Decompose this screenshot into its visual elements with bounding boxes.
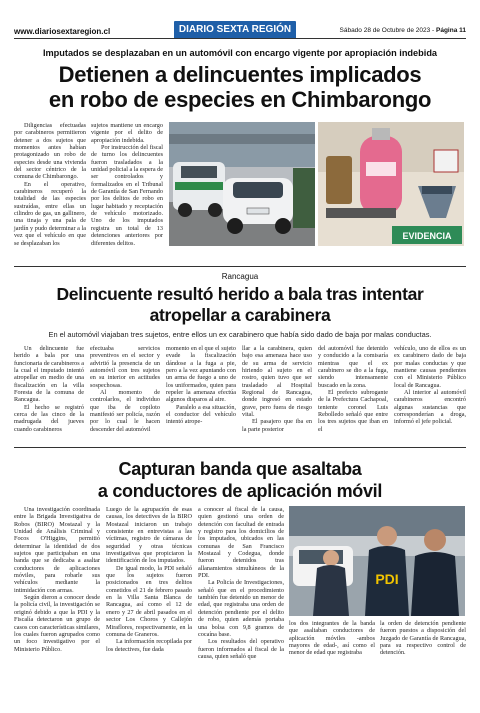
article2-headline-line2: atropellar a carabinera: [149, 305, 331, 325]
article2-col6: [394, 345, 466, 426]
article3-para9: los dos integrantes de la banda que asaltaban conductores de aplicación móviles -ambos mayores de edad-, así como el menor de edad que registraba: [289, 620, 375, 657]
article1-para2: En el operativo, carabineros recuperó la totalidad de las especies sustraídas, entre ellas un cilindro de gas, un gallinero, una tinaja y una pala de jardín y pudo determinar a la vez que el vehículo en que se desplazaban los: [14, 180, 86, 247]
article3-col4: [289, 620, 375, 657]
article3-headline-line1: Capturan banda que asaltaba: [118, 459, 362, 479]
article3-para5: La información recopilada por los detectives, fue dada: [106, 638, 192, 653]
page-number: Página 11: [436, 27, 466, 34]
article2-col5: [318, 345, 388, 433]
article2-para12: Al interior al automóvil carabineros encontró algunas sustancias que corresponderían a droga, informó el jefe policial.: [394, 389, 466, 426]
article2-deck: En el automóvil viajaban tres sujetos, entre ellos un ex carabinero que había sido dado de baja por malas conductas.: [48, 330, 432, 339]
evidence-illustration: [318, 122, 464, 246]
article2-divider: [14, 447, 466, 448]
article2-para6: Paralelo a esa situación, el conductor del vehículo intentó atrope-: [166, 403, 236, 426]
evidence-label: EVIDENCIA: [402, 231, 452, 241]
pdi-officers-illustration: [289, 506, 465, 616]
issue-date: [340, 27, 467, 34]
article3-headline-line2: a conductores de aplicación móvil: [97, 481, 383, 501]
article2-para8: El pasajero que iba en la parte posterior: [242, 418, 312, 433]
article2-col3: [166, 345, 236, 426]
article3-col5: [380, 620, 466, 657]
article2-col1: [14, 345, 84, 433]
article3-para8: Los resultados del operativo fueron informados al fiscal de la causa, quien señaló que: [198, 638, 284, 660]
article2-col2: [90, 345, 160, 433]
article3-para2: Según dieron a conocer desde la policía civil, la investigación se originó debido a que la PDI y la Fiscalía detectaron un grupo de casos con características similares, los cuales fueron agrupados como un foco investigativo por el Ministerio Público.: [14, 594, 100, 653]
article1-para4: Por instrucción del fiscal de turno los delincuentes fueron trasladados a la unidad policial a la espera de ser controlados y formalizados en el Tribunal de Garantía de San Fernando por los delitos de robo en lugar habitado y receptación de vehículo motorizado. Uno de los imputados registra un total de 13 detenciones anteriores por diferentes delitos.: [91, 144, 163, 247]
article2-para11: vehículo, uno de ellos es un ex carabinero dado de baja por malas conductas y que mantiene causas pendientes con el Ministerio Público local de Rancagua.: [394, 345, 466, 389]
article1-headline: [14, 62, 466, 112]
article1-divider: [14, 266, 466, 267]
article1-para1: Diligencias efectuadas por carabineros permitieron detener a dos sujetos que momentos antes habían protagonizado un robo de especies desde una vivienda del sector céntrico de la comuna de Chimbarongo.: [14, 122, 86, 181]
article3-para6: a conocer al fiscal de la causa, quien gestionó una orden de detención con facultad de entrada y registro para los domicilios de los imputados, ubicados en las comunas de San Francisco Mostazal y Codegua, donde fueron detenidos tras allanamientos simultáneos de la PDI.: [198, 506, 284, 580]
site-url[interactable]: www.diariosextaregion.cl: [14, 27, 111, 36]
article3-para7: La Policía de Investigaciones, señaló que en el procedimiento también fue detenido un menor de edad, que registraba una orden de detención pendiente por el delito de robo, quien además portaba una bolsa con 9,8 gramos de cocaína base.: [198, 579, 284, 638]
article1-para3: sujetos mantiene un encargo vigente por el delito de apropiación indebida.: [91, 122, 163, 144]
article3-col3: [198, 506, 284, 660]
article2-para5: momento en el que el sujeto evade la fiscalización dándose a la fuga a pie, pero a la vez apuntando con un arma de fuego a uno de los uniformados, quien para repeler la amenaza efectúa algunos disparos al aire.: [166, 345, 236, 404]
article1-col1: [14, 122, 86, 247]
article3-para10: la orden de detención pendiente fueron puestos a disposición del Juzgado de Garantía de Rancagua, para su respectivo control de detención.: [380, 620, 466, 657]
header-rule: [14, 38, 466, 39]
article2-para9: del automóvil fue detenido y conducido a la comisaría mientras que el ex carabinero se dio a la fuga, siendo intensamente buscado en la zona.: [318, 345, 388, 389]
article1-photo-evidence: [318, 122, 464, 246]
article1-col2: [91, 122, 163, 247]
article2-para7: llar a la carabinera, quien bajo esa amenaza hace uso de su arma de servicio hiriendo al sujeto en el rostro, quien tuvo que ser trasladado al Hospital Regional de Rancagua, donde ingresó en estado grave, pero fuera de riesgo vital.: [242, 345, 312, 419]
article1-headline-line2: en robo de especies en Chimbarongo: [48, 87, 432, 112]
article2-para1: Un delincuente fue herido a bala por una funcionaria de carabineros a la cual el imputado intentó atropellar en medio de una fiscalización en la villa Foresta de la comuna de Rancagua.: [14, 345, 84, 404]
article3-headline: [14, 458, 466, 502]
issue-date-text: Sábado 28 de Octubre de 2023 -: [339, 27, 436, 34]
article3-photo-pdi: [289, 506, 465, 616]
patrol-car-illustration: [169, 122, 315, 246]
article1-kicker: Imputados se desplazaban en un automóvil con encargo vigente por apropiación indebida: [42, 48, 438, 58]
masthead-title: DIARIO SEXTA REGIÓN: [174, 21, 296, 39]
article2-kicker: Rancagua: [221, 272, 259, 281]
article1-photo-patrol-car: [169, 122, 315, 246]
article1-headline-line1: Detienen a delincuentes implicados: [58, 62, 422, 87]
article2-para3: efectuaba servicios preventivos en el sector y advirtió la presencia de un automóvil con tres sujetos en su interior en actitudes sospechosas.: [90, 345, 160, 389]
article2-headline-line1: Delincuente resultó herido a bala tras intentar: [56, 284, 424, 304]
article3-col1: [14, 506, 100, 653]
article2-para10: El prefecto subrogante de la Prefectura Cachapoal, teniente coronel Luis Rebolledo señaló que entre los tres sujetos que iban en el: [318, 389, 388, 433]
article3-col2: [106, 506, 192, 653]
pdi-label: PDI: [375, 571, 399, 587]
article2-para2: El hecho se registró cerca de las cinco de la madrugada del jueves cuando carabineros: [14, 403, 84, 433]
article3-para1: Una investigación coordinada entre la Brigada Investigativa de Robos (BIRO) Mostazal y la Unidad de Análisis Criminal y Focos O'Higgins, permitió determinar la identidad de dos sujetos que participaban en una banda que se dedicaba a asaltar conductores de aplicaciones móviles, para robarle sus vehículos mediante la intimidación con armas.: [14, 506, 100, 594]
article2-col4: [242, 345, 312, 433]
article3-para4: De igual modo, la PDI señaló que los sujetos fueron posicionados en tres delitos cometidos el 21 de febrero pasado en la Villa Santa Blanca de Rancagua, así como el 12 de enero y 27 de abril pasados en el sector Los Choros y Callejón Miraflores, respectivamente, en la comuna de Graneros.: [106, 564, 192, 638]
article2-headline: [14, 284, 466, 326]
article2-para4: Al momento de controlarlos, el individuo que iba de copiloto manifestó ser policía, razón por lo cual le hacen descender del automóvil: [90, 389, 160, 433]
article3-para3: Luego de la agrupación de esas causas, los detectives de la BIRO Mostazal iniciaron un trabajo consistente en entrevistas a las víctimas, registro de cámaras de seguridad y otras técnicas investigativas que propiciaron la identificación de los imputados.: [106, 506, 192, 565]
